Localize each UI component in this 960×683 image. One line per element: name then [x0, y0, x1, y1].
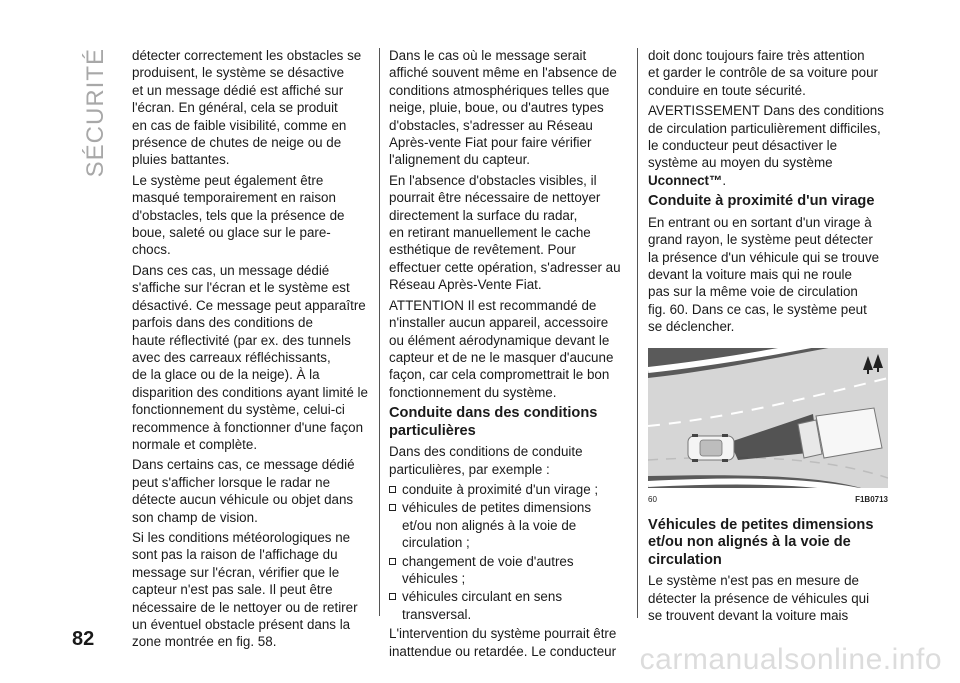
car-icon: [688, 434, 734, 462]
curve-road-illustration: [648, 348, 888, 488]
paragraph: Dans des conditions de conduite particulières, par exemple :: [389, 444, 583, 477]
section-tab: SÉCURITÉ: [82, 48, 109, 178]
list-item: [389, 553, 629, 588]
paragraph: En l'absence d'obstacles visibles, il pourrait être nécessaire de nettoyer directement la surface du radar, en retirant manuellement le cache esthétique de revêtement. Pour effectuer cette opération, s'adresser au Réseau Après-Vente Fiat.: [389, 172, 621, 293]
warning-text: AVERTISSEMENT Dans des conditions de circulation particulièrement difficiles, le conducteur peut désactiver le système au moyen du système: [648, 103, 884, 171]
paragraph: Dans certains cas, ce message dédié peut s'afficher lorsque le radar ne détecte aucun véhicule ou objet dans son champ de vision.: [132, 457, 355, 525]
list-item-text: véhicules de petites dimensions et/ou non alignés à la voie de circulation ;: [402, 500, 592, 551]
figure-number: 60: [648, 494, 657, 504]
warning-paragraph: [648, 102, 888, 189]
list-item: [389, 588, 629, 623]
warning-paragraph: ATTENTION Il est recommandé de n'installer aucun appareil, accessoire ou élément aérodynamique devant le capteur et de ne le masquer d'aucune façon, car cela compromettrait le bon fonctionnement du système.: [389, 297, 614, 400]
list-item: [389, 499, 629, 551]
section-heading: Conduite dans des conditions particulières: [389, 405, 598, 439]
paragraph: En entrant ou en sortant d'un virage à grand rayon, le système peut détecter la présence d'un véhicule qui se trouve devant la voiture mais qui ne roule pas sur la même voie de circulation fig. 60. Dans ce cas, le système peut se déclencher.: [648, 214, 880, 335]
section-heading: Véhicules de petites dimensions et/ou non alignés à la voie de circulation: [648, 516, 874, 568]
warning-end: .: [722, 172, 727, 188]
list-item-text: conduite à proximité d'un virage ;: [402, 481, 599, 497]
column-divider: [637, 48, 638, 618]
checkbox-bullet-icon: [389, 593, 396, 600]
paragraph: Dans le cas où le message serait affiché souvent même en l'absence de conditions atmosphériques telles que neige, pluie, boue, ou d'autres types d'obstacles, s'adresser au Réseau Après-vente Fiat pour faire vérifier l'alignement du capteur.: [389, 48, 617, 168]
paragraph: L'intervention du système pourrait être inattendue ou retardée. Le conducteur: [389, 626, 617, 659]
paragraph: Si les conditions météorologiques ne sont pas la raison de l'affichage du message sur l'écran, vérifier que le capteur n'est pas sale. Il peut être nécessaire de le nettoyer ou de retirer un éventuel obstacle présent dans la zone montrée en fig. 58.: [132, 529, 358, 650]
paragraph: détecter correctement les obstacles se produisent, le système se désactive et un message dédié est affiché sur l'écran. En général, cela se produit en cas de faible visibilité, comme en présence de chutes de neige ou de pluies battantes.: [132, 48, 362, 168]
text-column-1: [132, 47, 372, 654]
paragraph: Le système peut également être masqué temporairement en raison d'obstacles, tels que la présence de boue, saleté ou glace sur le pare- chocs.: [132, 172, 345, 258]
figure-code: F1B0713: [855, 494, 888, 504]
checkbox-bullet-icon: [389, 486, 396, 493]
checkbox-bullet-icon: [389, 504, 396, 511]
list-item: [389, 481, 629, 498]
watermark-text: carmanualsonline.info: [639, 643, 942, 676]
bullet-list: [389, 481, 629, 623]
column-divider: [379, 48, 380, 616]
checkbox-bullet-icon: [389, 558, 396, 565]
text-column-3: [648, 47, 888, 627]
figure-curve-illustration: [648, 348, 888, 513]
text-column-2: [389, 47, 629, 663]
paragraph: Le système n'est pas en mesure de détecter la présence de véhicules qui se trouvent devant la voiture mais: [648, 573, 870, 623]
uconnect-label: Uconnect™: [648, 172, 723, 188]
section-heading: Conduite à proximité d'un virage: [648, 193, 875, 210]
page-number: 82: [72, 628, 95, 650]
list-item-text: changement de voie d'autres véhicules ;: [402, 553, 574, 586]
paragraph: Dans ces cas, un message dédié s'affiche sur l'écran et le système est désactivé. Ce message peut apparaître parfois dans des conditions de haute réflectivité (par ex. des tunnels avec des carreaux réfléchissants, de la glace ou de la neige). À la disparition des conditions ayant limité le fonctionnement du système, celui-ci recommence à fonctionner d'une façon normale et complète.: [132, 262, 368, 452]
paragraph: doit donc toujours faire très attention et garder le contrôle de sa voiture pour conduire en toute sécurité.: [648, 48, 879, 98]
list-item-text: véhicules circulant en sens transversal.: [402, 589, 563, 622]
